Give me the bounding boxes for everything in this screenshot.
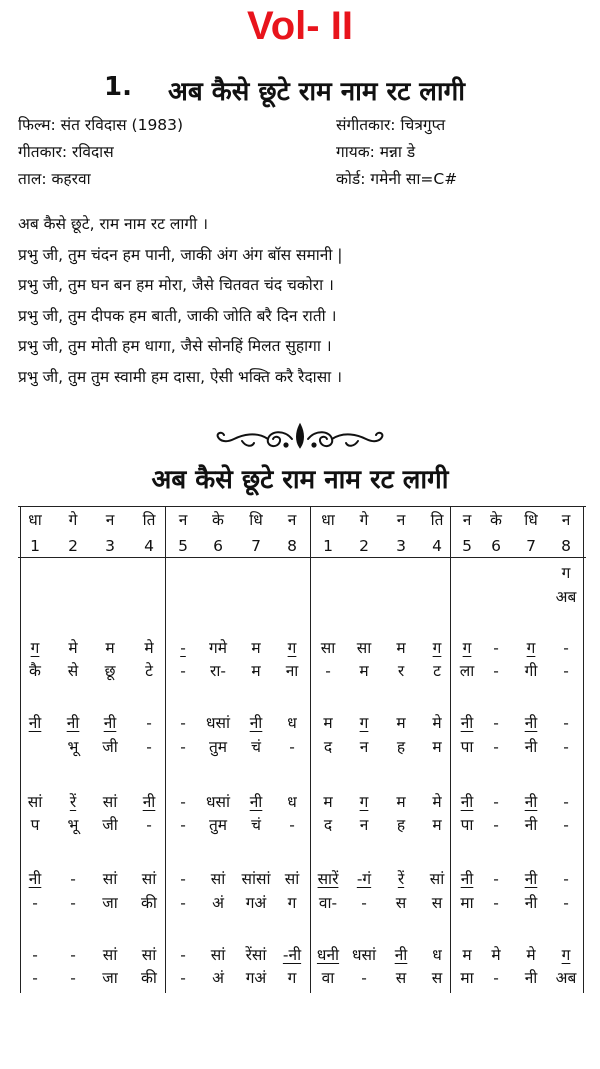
note-cell: नी: [142, 793, 156, 811]
note-cell: -: [146, 714, 152, 732]
lyric-cell: वा: [321, 969, 335, 987]
lyric-cell: से: [67, 662, 79, 680]
lyric-cell: -: [70, 894, 76, 912]
lyric-cell: द: [323, 738, 333, 756]
beat-cell: 8: [287, 537, 297, 555]
note-cell: सां: [284, 870, 300, 888]
note-cell: सांसां: [241, 870, 271, 888]
note-cell: मे: [491, 946, 501, 964]
lyric-cell: -: [180, 816, 186, 834]
bol-cell: धा: [28, 511, 42, 529]
bol-cell: न: [105, 511, 115, 529]
grid-divider: [310, 507, 311, 993]
song-title: अब कैसे छूटे राम नाम रट लागी: [168, 77, 465, 107]
lyric-cell: -: [325, 662, 331, 680]
lyric-cell: जा: [102, 894, 118, 912]
lyric-cell: नी: [524, 894, 538, 912]
note-cell: म: [323, 793, 333, 811]
composer-info: संगीतकार: चित्रगुप्त: [336, 116, 446, 134]
lyric-cell: म: [251, 662, 261, 680]
note-cell: नी: [524, 714, 538, 732]
note-cell: रेंसां: [245, 946, 267, 964]
lyric-line: प्रभु जी, तुम तुम स्वामी हम दासा, ऐसी भक्ति करै रैदासा ।: [18, 367, 342, 386]
note-cell: -: [180, 946, 186, 964]
lyric-cell: छू: [104, 662, 116, 680]
beat-cell: 7: [526, 537, 536, 555]
bol-cell: गे: [68, 511, 78, 529]
beat-cell: 3: [396, 537, 406, 555]
lyric-cell: -: [493, 662, 499, 680]
note-cell: -: [563, 793, 569, 811]
beat-cell: 2: [68, 537, 78, 555]
beat-cell: 1: [323, 537, 333, 555]
note-cell: म: [251, 639, 261, 657]
lyric-cell: जा: [102, 969, 118, 987]
lyric-line: प्रभु जी, तुम चंदन हम पानी, जाकी अंग अंग बॉस समानी |: [18, 245, 343, 264]
note-cell: मे: [144, 639, 154, 657]
lyric-cell: -: [70, 969, 76, 987]
lyric-cell: ला: [459, 662, 475, 680]
note-cell: धसां: [205, 793, 231, 811]
note-cell: ध: [432, 946, 442, 964]
lyric-cell: तुम: [208, 816, 228, 834]
bol-cell: ति: [430, 511, 444, 529]
note-cell: ग: [30, 639, 40, 657]
lyric-cell: स: [395, 969, 407, 987]
note-cell: -गं: [356, 870, 372, 888]
note-cell: -: [493, 793, 499, 811]
lyric-cell: स: [431, 969, 443, 987]
note-cell: सां: [102, 946, 118, 964]
bol-cell: धि: [524, 511, 538, 529]
note-cell: -: [563, 870, 569, 888]
grid-divider: [583, 507, 584, 993]
note-cell: मे: [526, 946, 536, 964]
lyric-cell: -: [180, 894, 186, 912]
note-cell: -: [493, 639, 499, 657]
lyric-cell: स: [431, 894, 443, 912]
bol-cell: ति: [142, 511, 156, 529]
lyric-cell: गी: [524, 662, 538, 680]
lyric-cell: न: [359, 738, 369, 756]
bol-cell: न: [287, 511, 297, 529]
beat-cell: 4: [432, 537, 442, 555]
film-info: फिल्म: संत रविदास (1983): [18, 116, 184, 134]
note-cell: धसां: [351, 946, 377, 964]
note-cell: ध: [287, 793, 297, 811]
lyric-cell: गअं: [245, 894, 267, 912]
lyric-line: प्रभु जी, तुम घन बन हम मोरा, जैसे चितवत चंद चकोरा ।: [18, 276, 334, 294]
lyric-cell: चं: [251, 816, 261, 834]
note-cell: नी: [249, 714, 263, 732]
lyric-cell: म: [432, 816, 442, 834]
lyric-cell: म: [359, 662, 369, 680]
note-cell: सां: [210, 870, 226, 888]
note-cell: म: [323, 714, 333, 732]
lyric-cell: मा: [460, 894, 474, 912]
grid-divider: [165, 507, 166, 993]
lyric-cell: -: [361, 969, 367, 987]
lyric-cell: टे: [145, 662, 153, 680]
note-cell: रें: [69, 793, 77, 811]
bol-cell: गे: [359, 511, 369, 529]
lyric-cell: जी: [102, 738, 118, 756]
lyric-cell: -: [180, 969, 186, 987]
note-cell: सां: [102, 793, 118, 811]
lyric-cell: नी: [524, 738, 538, 756]
note-cell: नी: [66, 714, 80, 732]
lyric-cell: -: [493, 894, 499, 912]
note-cell: म: [396, 793, 406, 811]
notation-title: अब कैसे छूटे राम नाम रट लागी: [151, 465, 449, 495]
lyric-cell: भू: [67, 738, 79, 756]
note-cell: -: [180, 793, 186, 811]
note-cell: -: [70, 870, 76, 888]
note-cell: सां: [429, 870, 445, 888]
lyric-cell: -: [563, 894, 569, 912]
beat-cell: 3: [105, 537, 115, 555]
grid-divider: [450, 507, 451, 993]
lyric-cell: भू: [67, 816, 79, 834]
note-cell: सां: [141, 870, 157, 888]
bol-cell: धि: [249, 511, 263, 529]
lyric-line: अब कैसे छूटे, राम नाम रट लागी ।: [18, 215, 208, 233]
volume-title: Vol- II: [247, 4, 353, 48]
note-cell: गमे: [209, 639, 227, 657]
lyric-cell: पा: [460, 816, 474, 834]
pickup-note: ग: [561, 564, 571, 582]
beat-cell: 4: [144, 537, 154, 555]
bol-cell: न: [561, 511, 571, 529]
lyric-cell: चं: [251, 738, 261, 756]
lyric-cell: जी: [102, 816, 118, 834]
grid-header-rule: [18, 557, 586, 558]
lyric-cell: -: [361, 894, 367, 912]
note-cell: नी: [394, 946, 408, 964]
lyric-cell: ह: [396, 816, 406, 834]
beat-cell: 5: [178, 537, 188, 555]
note-cell: ग: [462, 639, 472, 657]
note-cell: -: [493, 870, 499, 888]
note-cell: नी: [249, 793, 263, 811]
beat-cell: 1: [30, 537, 40, 555]
note-cell: नी: [28, 714, 42, 732]
pickup-lyric: अब: [555, 588, 577, 606]
beat-cell: 6: [491, 537, 501, 555]
lyric-cell: -: [563, 816, 569, 834]
bol-cell: के: [490, 511, 502, 529]
lyric-cell: नी: [524, 816, 538, 834]
lyric-cell: -: [180, 662, 186, 680]
song-number: 1.: [104, 72, 132, 102]
note-cell: नी: [103, 714, 117, 732]
note-cell: सां: [27, 793, 43, 811]
lyric-cell: ग: [287, 969, 297, 987]
note-cell: सा: [356, 639, 372, 657]
beat-cell: 7: [251, 537, 261, 555]
note-cell: ध: [287, 714, 297, 732]
beat-cell: 2: [359, 537, 369, 555]
lyric-cell: तुम: [208, 738, 228, 756]
note-cell: म: [396, 639, 406, 657]
lyric-cell: -: [146, 816, 152, 834]
taal-info: ताल: कहरवा: [18, 170, 91, 188]
note-cell: सां: [210, 946, 226, 964]
note-cell: म: [396, 714, 406, 732]
lyric-cell: -: [563, 738, 569, 756]
lyric-cell: अं: [212, 894, 224, 912]
lyric-cell: द: [323, 816, 333, 834]
chords-info: कोर्ड: गमेनी सा=C#: [336, 170, 458, 188]
lyric-line: प्रभु जी, तुम मोती हम धागा, जैसे सोनहिं मिलत सुहागा ।: [18, 337, 332, 355]
lyric-cell: रा-: [210, 662, 226, 680]
note-cell: ग: [359, 714, 369, 732]
note-cell: रें: [397, 870, 405, 888]
lyric-cell: अब: [555, 969, 577, 987]
lyric-cell: स: [395, 894, 407, 912]
note-cell: धसां: [205, 714, 231, 732]
note-cell: नी: [524, 793, 538, 811]
bol-cell: न: [178, 511, 188, 529]
lyric-cell: ट: [433, 662, 441, 680]
lyric-cell: म: [432, 738, 442, 756]
lyric-cell: न: [359, 816, 369, 834]
note-cell: -: [32, 946, 38, 964]
lyric-cell: नी: [524, 969, 538, 987]
lyric-cell: -: [289, 738, 295, 756]
beat-cell: 5: [462, 537, 472, 555]
lyric-cell: -: [493, 738, 499, 756]
note-cell: -: [180, 870, 186, 888]
note-cell: ग: [526, 639, 536, 657]
note-cell: -: [70, 946, 76, 964]
lyric-cell: की: [141, 894, 157, 912]
lyric-cell: र: [397, 662, 405, 680]
lyricist-info: गीतकार: रविदास: [18, 143, 114, 161]
note-cell: नी: [460, 714, 474, 732]
beat-cell: 6: [213, 537, 223, 555]
lyric-cell: -: [32, 894, 38, 912]
lyric-cell: ह: [396, 738, 406, 756]
lyric-cell: -: [32, 969, 38, 987]
note-cell: मे: [432, 793, 442, 811]
note-cell: -: [493, 714, 499, 732]
bol-cell: न: [396, 511, 406, 529]
lyric-cell: मा: [460, 969, 474, 987]
note-cell: -: [563, 714, 569, 732]
beat-cell: 8: [561, 537, 571, 555]
note-cell: सा: [320, 639, 336, 657]
lyric-cell: -: [146, 738, 152, 756]
lyric-cell: पा: [460, 738, 474, 756]
lyric-cell: ग: [287, 894, 297, 912]
note-cell: नी: [460, 870, 474, 888]
note-cell: ग: [561, 946, 571, 964]
note-cell: सारें: [317, 870, 339, 888]
note-cell: नी: [28, 870, 42, 888]
note-cell: -नी: [282, 946, 302, 964]
note-cell: मे: [68, 639, 78, 657]
note-cell: नी: [460, 793, 474, 811]
note-cell: ग: [287, 639, 297, 657]
grid-top-rule: [18, 506, 586, 507]
lyric-cell: ना: [285, 662, 299, 680]
lyric-cell: -: [563, 662, 569, 680]
note-cell: धनी: [316, 946, 340, 964]
lyric-cell: -: [493, 969, 499, 987]
lyric-cell: की: [141, 969, 157, 987]
bol-cell: धा: [321, 511, 335, 529]
note-cell: ग: [359, 793, 369, 811]
lyric-cell: -: [180, 738, 186, 756]
bol-cell: के: [212, 511, 224, 529]
bol-cell: न: [462, 511, 472, 529]
singer-info: गायक: मन्ना डे: [336, 143, 416, 161]
note-cell: -: [180, 714, 186, 732]
note-cell: -: [180, 639, 186, 657]
lyric-cell: प: [30, 816, 40, 834]
note-cell: सां: [141, 946, 157, 964]
lyric-cell: -: [289, 816, 295, 834]
note-cell: मे: [432, 714, 442, 732]
note-cell: सां: [102, 870, 118, 888]
grid-divider: [20, 507, 21, 993]
lyric-cell: वा-: [318, 894, 338, 912]
note-cell: म: [462, 946, 472, 964]
note-cell: नी: [524, 870, 538, 888]
note-cell: -: [563, 639, 569, 657]
lyric-cell: गअं: [245, 969, 267, 987]
note-cell: म: [105, 639, 115, 657]
note-cell: ग: [432, 639, 442, 657]
lyric-cell: अं: [212, 969, 224, 987]
lyric-cell: कै: [29, 662, 41, 680]
lyric-line: प्रभु जी, तुम दीपक हम बाती, जाकी जोति बरै दिन राती ।: [18, 306, 337, 325]
lyric-cell: -: [493, 816, 499, 834]
